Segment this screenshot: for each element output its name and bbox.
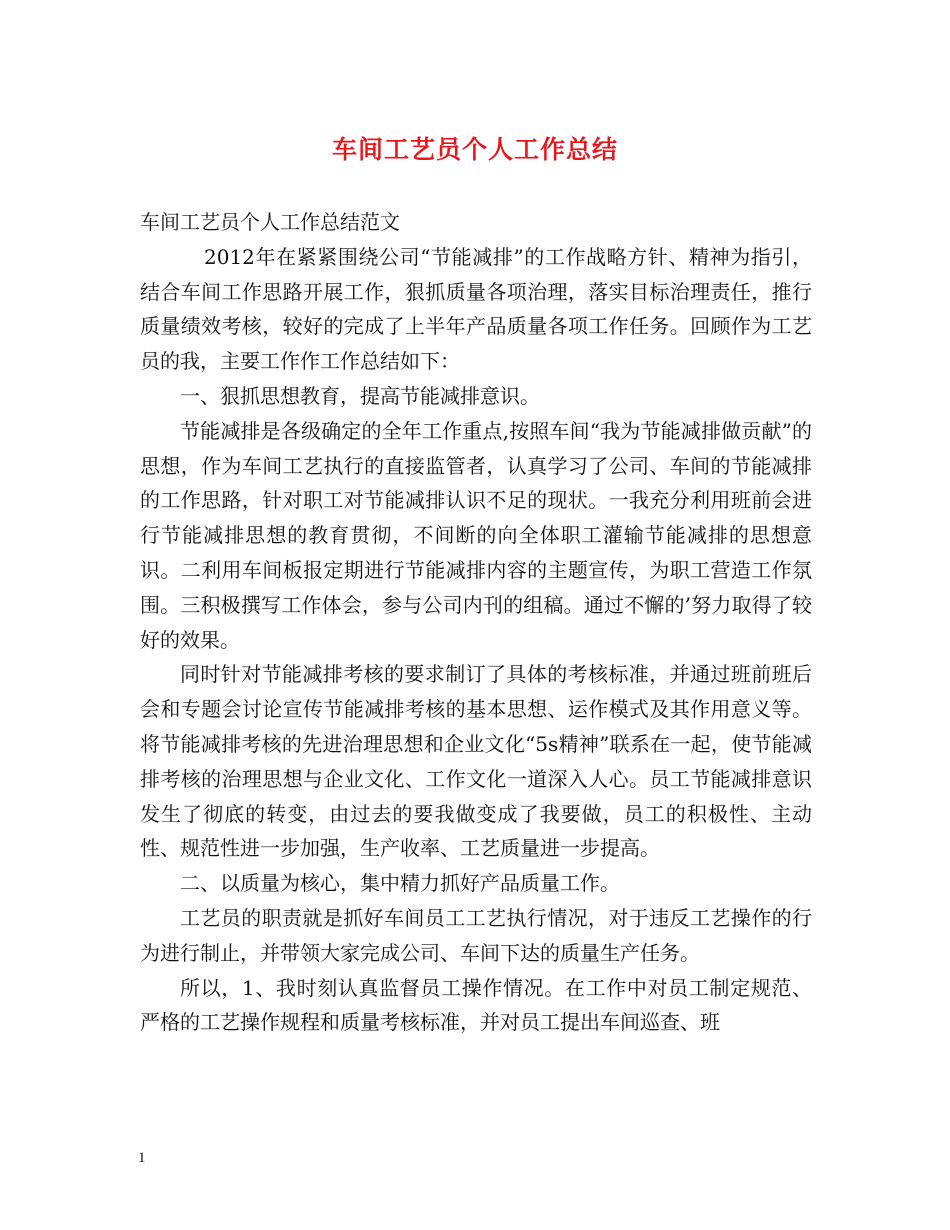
document-subtitle: 车间工艺员个人工作总结范文	[140, 210, 400, 234]
section-heading: 二、以质量为核心，集中精力抓好产品质量工作。	[180, 871, 620, 896]
document-title: 车间工艺员个人工作总结	[331, 135, 618, 164]
paragraph: 同时针对节能减排考核的要求制订了具体的考核标准，并通过班前班后会和专题会讨论宣传节能减排考核的基本思想、运作模式及其作用意义等。将节能减排考核的先进治理思想和企业文化“5s精神”联系在一起，使节能减排考核的治理思想与企业文化、工作文化一道深入人心。员工节能减排意识发生了彻底的转变，由过去的要我做变成了我要做，员工的积极性、主动性、规范性进一步加强，生产收率、工艺质量进一步提高。	[140, 662, 812, 861]
paragraph: 所以，1、我时刻认真监督员工操作情况。在工作中对员工制定规范、严格的工艺操作规程和质量考核标准，并对员工提出车间巡查、班	[140, 975, 812, 1035]
page-number: 1	[138, 1150, 146, 1166]
paragraph: 节能减排是各级确定的全年工作重点,按照车间“我为节能减排做贡献”的思想，作为车间工艺执行的直接监管者，认真学习了公司、车间的节能减排的工作思路，针对职工对节能减排认识不足的现状。一我充分利用班前会进行节能减排思想的教育贯彻，不间断的向全体职工灌输节能减排的思想意识。二利用车间板报定期进行节能减排内容的主题宣传，为职工营造工作氛围。三积极撰写工作体会，参与公司内刊的组稿。通过不懈的’努力取得了较好的效果。	[140, 418, 812, 652]
document-body	[140, 205, 812, 1040]
section-heading: 一、狠抓思想教育，提高节能减排意识。	[180, 383, 540, 408]
paragraph: 2012年在紧紧围绕公司“节能减排”的工作战略方针、精神为指引，结合车间工作思路开展工作，狠抓质量各项治理，落实目标治理责任，推行质量绩效考核，较好的完成了上半年产品质量各项工作任务。回顾作为工艺员的我，主要工作作工作总结如下：	[140, 244, 812, 374]
paragraph: 工艺员的职责就是抓好车间员工工艺执行情况，对于违反工艺操作的行为进行制止，并带领大家完成公司、车间下达的质量生产任务。	[140, 905, 812, 965]
